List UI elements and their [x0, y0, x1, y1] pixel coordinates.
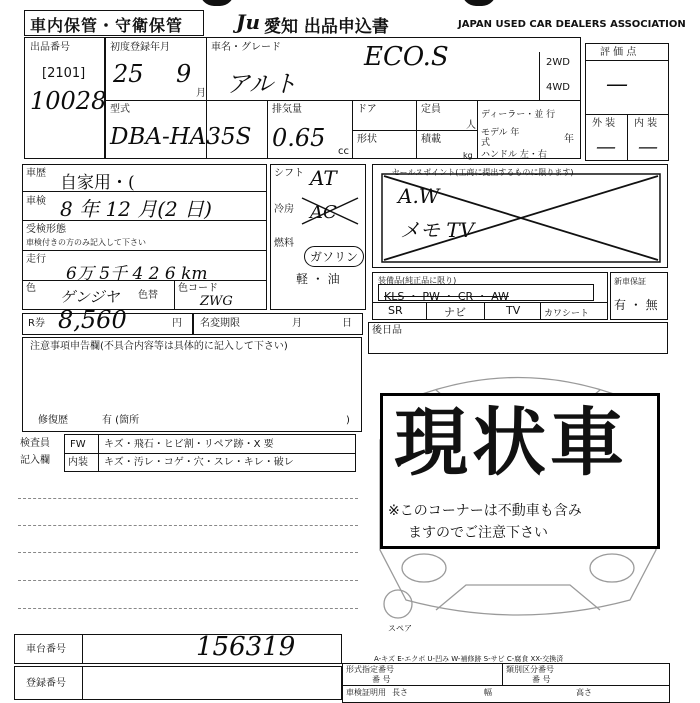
reg-label: 登録番号: [26, 678, 66, 689]
spare-label: スペア: [388, 624, 412, 633]
lot-number: 10028: [30, 87, 107, 115]
shift-value: AT: [310, 166, 337, 190]
recycle-label: R券: [28, 318, 45, 329]
ac-label: 冷房: [274, 204, 294, 215]
repair-label: 修復歴: [38, 415, 68, 426]
color-code-label: 色コード: [178, 283, 218, 294]
notes-title: 注意事項申告欄(不具合内容等は具体的に記入して下さい): [30, 341, 288, 352]
width-label: 幅: [484, 688, 492, 697]
cc-unit: cc: [338, 146, 349, 157]
equip-seat: カワシート: [544, 309, 590, 319]
2wd-label: 2WD: [546, 57, 570, 68]
inspector-label-1: 検査員: [20, 438, 50, 449]
fuel-label: 燃料: [274, 238, 294, 249]
equip-navi: ナビ: [444, 306, 466, 319]
storage-title: 車内保管・守衛保管: [30, 16, 184, 35]
person-unit: 人: [466, 120, 476, 131]
fuel-option: 軽 ・ 油: [296, 272, 340, 286]
rear-items-label: 後日品: [372, 325, 402, 336]
color-code: ZWG: [200, 294, 233, 309]
top-binding-holes: [200, 0, 500, 6]
model-label: 型式: [110, 104, 130, 115]
selling-points-cross: [378, 170, 664, 266]
form-number-label: 形式指定番号: [346, 665, 394, 674]
mileage-label: 走行: [26, 254, 46, 265]
color-swap-label: 色替: [138, 290, 158, 301]
deadline-month: 月: [292, 318, 302, 329]
exterior-score: —: [596, 134, 616, 158]
ac-value: AC: [310, 202, 337, 223]
transfer-note: 車検付きの方のみ記入して下さい: [26, 238, 146, 247]
equip-tv: TV: [506, 304, 521, 317]
shaken-value: 8 年 12 月(2 日): [60, 197, 212, 221]
crossed-equipment-outline: [378, 284, 594, 301]
chassis-number: 156319: [196, 632, 296, 662]
rear-items-box: [368, 322, 668, 354]
length-label: 長さ: [392, 688, 408, 697]
model-code: DBA-HA35S: [110, 124, 252, 150]
damage-legend: A-キズ E-エクボ U-凹み W-補修跡 S-サビ C-腐食 XX-交換済: [374, 655, 564, 663]
association-title: 愛知 出品申込書: [264, 17, 389, 37]
interior-label: 内 装: [634, 118, 658, 129]
new-car-options: 有 ・ 無: [614, 298, 658, 312]
association-english: JAPAN USED CAR DEALERS ASSOCIATION: [458, 19, 686, 30]
car-name: アルト: [226, 70, 298, 98]
month-unit: 月: [196, 88, 206, 99]
fw-items: キズ・飛石・ヒビ割・リペア跡・X 要: [104, 439, 274, 450]
inspector-interior-items: キズ・汚レ・コゲ・穴・スレ・キレ・破レ: [104, 457, 294, 468]
year-unit: 年: [564, 134, 574, 145]
equip-sr: SR: [388, 304, 403, 317]
interior-score: —: [638, 134, 658, 158]
color-label: 色: [26, 283, 36, 294]
selling-point-line1: A.W: [398, 184, 440, 208]
ju-logo: Ju: [236, 10, 261, 34]
mileage-value: 6万 5千 4 2 6 km: [66, 264, 208, 284]
model-year-label: モデル 年式: [481, 128, 520, 148]
repair-paren-close: ): [346, 415, 350, 426]
inspector-interior-label: 内装: [68, 457, 88, 468]
lot-label: 出品番号: [30, 42, 70, 53]
equipment-label: 装備品(純正品に限り): [378, 276, 457, 285]
ac-cross-mark: [300, 196, 360, 226]
load-label: 積載: [421, 134, 441, 145]
color-value: ゲンジヤ: [60, 288, 120, 306]
history-box: [22, 164, 267, 310]
inspector-label-2: 記入欄: [20, 455, 50, 466]
displacement: 0.65: [272, 124, 326, 152]
lot-prefix: [2101]: [42, 66, 86, 81]
transfer-label: 受検形態: [26, 224, 66, 235]
shape-label: 形状: [357, 134, 377, 145]
history-value: 自家用・(: [60, 173, 135, 193]
stamp-note-line2: ますのでご注意下さい: [408, 525, 548, 541]
fw-label: FW: [70, 439, 86, 450]
first-reg-month: 9: [176, 60, 192, 88]
kg-unit: kg: [463, 151, 473, 160]
rating-label: 評 価 点: [600, 47, 637, 58]
shift-label: シフト: [274, 168, 304, 179]
deadline-day: 日: [342, 318, 352, 329]
first-reg-year: 25: [113, 60, 144, 88]
cert-label: 車検証明用: [346, 688, 386, 697]
form-number-sub: 番 号: [372, 675, 391, 684]
chassis-label: 車台番号: [26, 644, 66, 655]
handle-label: ハンドル 左・右: [481, 150, 547, 160]
category-number-sub: 番 号: [532, 675, 551, 684]
stamp-note-line1: ※このコーナーは不動車も含み: [388, 503, 582, 519]
height-label: 高さ: [576, 688, 592, 697]
new-car-label: 新車保証: [614, 277, 646, 286]
first-reg-label: 初度登録年月: [110, 42, 170, 53]
deadline-label: 名変期限: [200, 318, 240, 329]
recycle-value: 8,560: [58, 306, 127, 334]
yen-unit: 円: [172, 318, 182, 329]
selling-point-line2: メモ TV: [400, 218, 475, 242]
displacement-label: 排気量: [272, 104, 302, 115]
repair-value: 有 (箇所: [102, 415, 140, 426]
status-stamp-title: 現状車: [394, 400, 628, 486]
exterior-label: 外 装: [592, 118, 616, 129]
grade: ECO.S: [364, 42, 449, 72]
4wd-label: 4WD: [546, 82, 570, 93]
dealer-label: ディーラー・並 行: [481, 110, 556, 120]
shaken-label: 車検: [26, 196, 46, 207]
selling-points-label: セールスポイント(工商に提出するものに限ります): [392, 168, 574, 177]
fuel-value: ガソリン: [304, 246, 364, 267]
door-label: ドア: [357, 104, 377, 115]
history-label: 車歴: [26, 168, 46, 179]
crossed-equipment: KLS ・ PW ・ CR ・ AW: [384, 290, 509, 303]
capacity-label: 定員: [421, 104, 441, 115]
rating-score: —: [606, 72, 628, 97]
category-number-label: 類別区分番号: [506, 665, 554, 674]
car-name-label: 車名・グレード: [211, 42, 281, 53]
